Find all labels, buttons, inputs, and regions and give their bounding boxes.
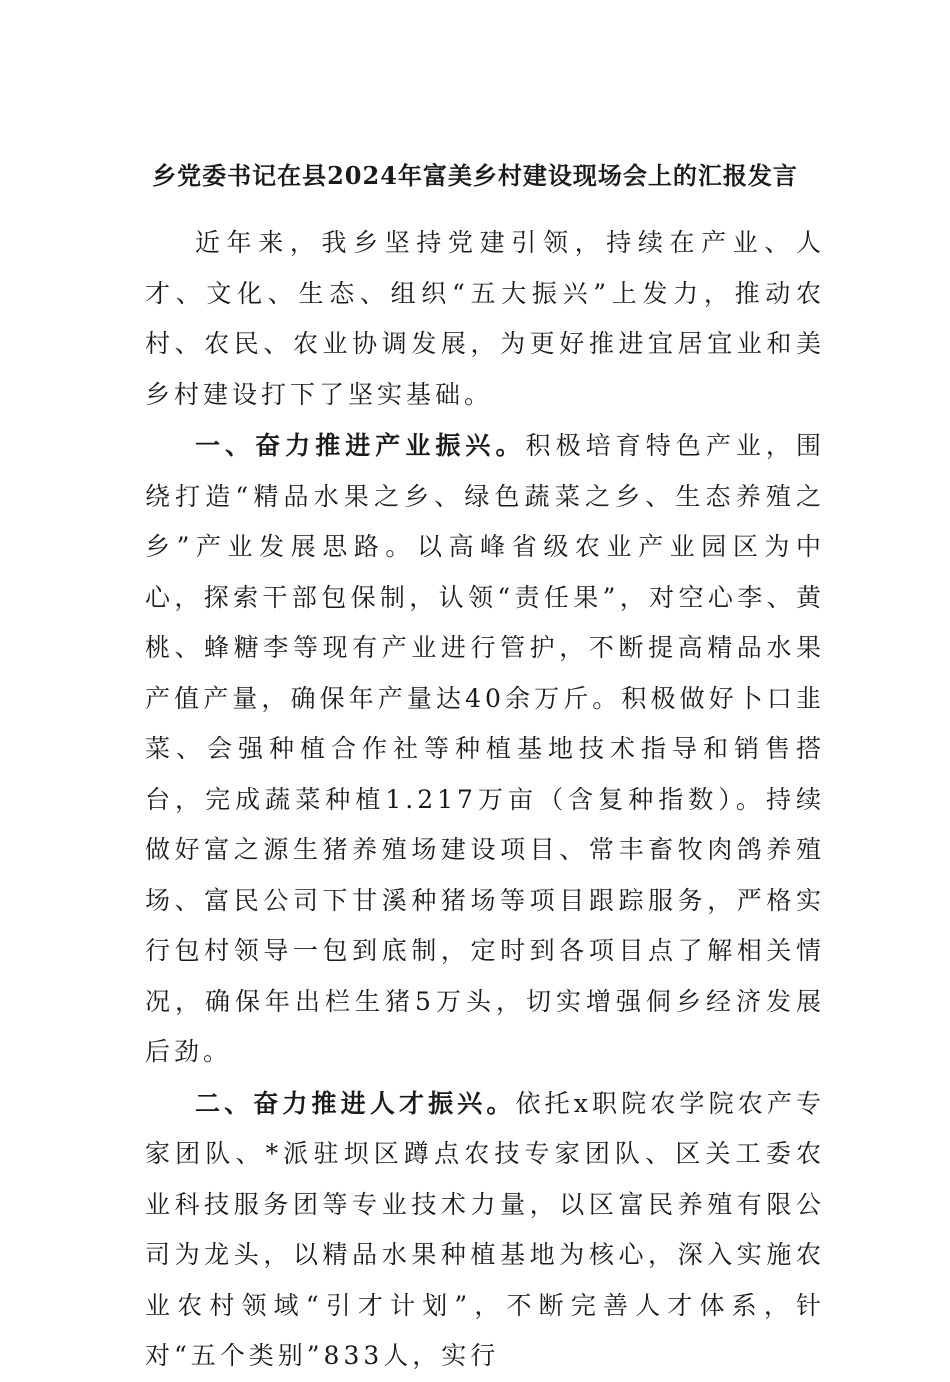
paragraph-industry-revitalization (145, 421, 825, 1078)
paragraph-text: 依托x职院农学院农产专家团队、*派驻坝区蹲点农技专家团队、区关工委农业科技服务团等专业技术力量，以区富民养殖有限公司为龙头，以精品水果种植基地为核心，深入实施农业农村领域“引才计划”，不断完善人才体系，针对“五个类别”833人，实行 (145, 1088, 825, 1370)
section-heading: 二、奋力推进人才振兴。 (195, 1088, 516, 1118)
paragraph-text: 积极培育特色产业，围绕打造“精品水果之乡、绿色蔬菜之乡、生态养殖之乡”产业发展思路。以高峰省级农业产业园区为中心，探索干部包保制，认领“责任果”，对空心李、黄桃、蜂糖李等现有产业进行管护，不断提高精品水果产值产量，确保年产量达40余万斤。积极做好卜口韭菜、会强种植合作社等种植基地技术指导和销售搭台，完成蔬菜种植1.217万亩（含复种指数）。持续做好富之源生猪养殖场建设项目、常丰畜牧肉鸽养殖场、富民公司下甘溪种猪场等项目跟踪服务，严格实行包村领导一包到底制，定时到各项目点了解相关情况，确保年出栏生猪5万头，切实增强侗乡经济发展后劲。 (145, 431, 825, 1066)
document-title: 乡党委书记在县2024年富美乡村建设现场会上的汇报发言 (152, 161, 798, 190)
paragraph-text: 近年来，我乡坚持党建引领，持续在产业、人才、文化、生态、组织“五大振兴”上发力，推动农村、农民、农业协调发展，为更好推进宜居宜业和美乡村建设打下了坚实基础。 (145, 228, 825, 409)
section-heading: 一、奋力推进产业振兴。 (195, 431, 526, 460)
paragraph-talent-revitalization (145, 1079, 825, 1382)
document-body (145, 218, 825, 1382)
paragraph-intro (145, 218, 825, 420)
